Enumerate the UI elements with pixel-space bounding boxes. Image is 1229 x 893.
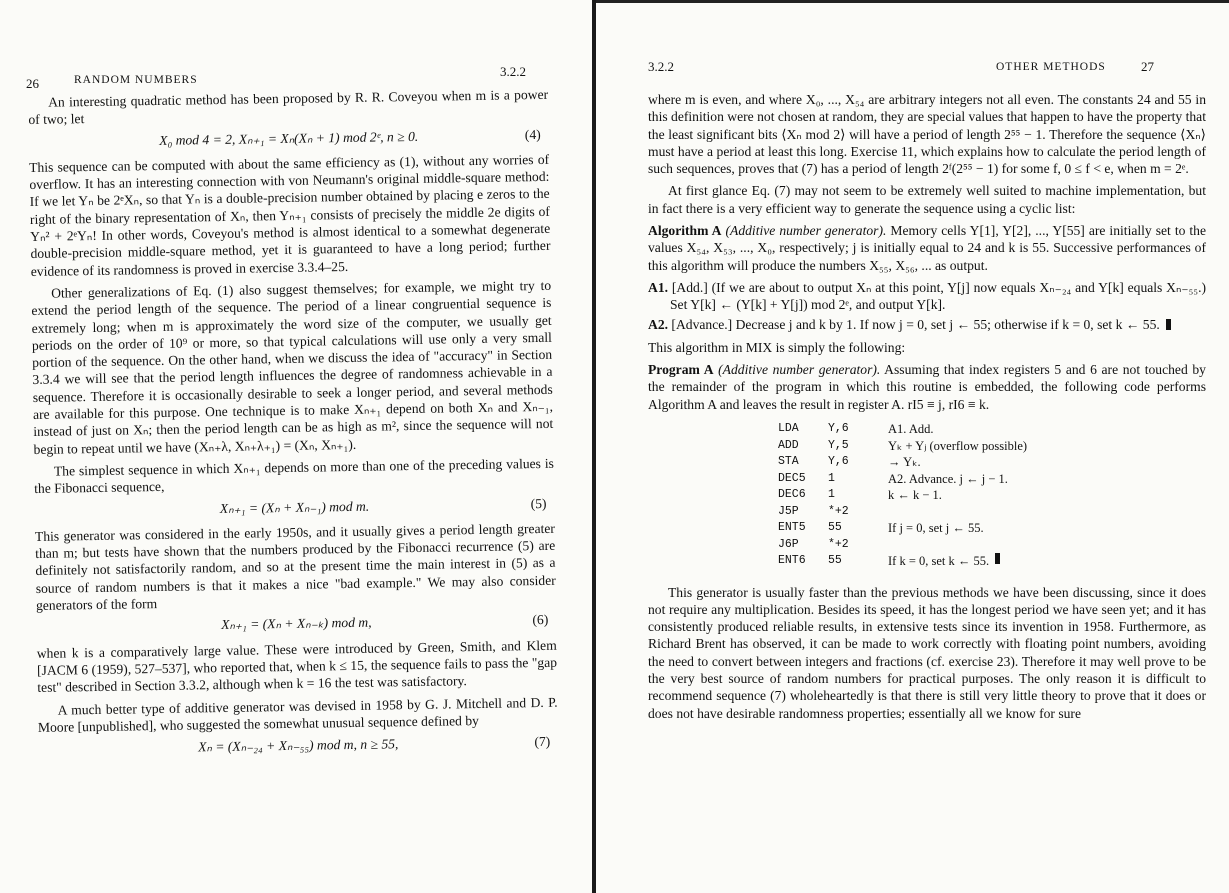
equation-body: Xₙ₊₁ = (Xₙ + Xₙ₋₁) mod m. [219,498,370,516]
step-text: [Advance.] Decrease j and k by 1. If now j = 0, set j ← 55; otherwise if k = 0, set k ← 55. [671,316,1160,332]
code-comment: A1. Add. [888,422,934,437]
equation-body: X₀ mod 4 = 2, Xₙ₊₁ = Xₙ(Xₙ + 1) mod 2ᵉ, n ≥ 0. [159,128,419,148]
code-line [648,520,1206,537]
end-of-algorithm-mark [1166,319,1171,330]
algorithm-title: (Additive number generator). [725,223,887,239]
code-address: 1 [828,471,835,485]
left-page [0,0,592,893]
paragraph: This generator is usually faster than the previous methods we have been discussing, since it does not require any multiplication. Besides its speed, it has the longest period we have seen yet; and it has consistently produced reliable results, in extensive tests since its invention in 1958. Furthermore, as Richard Brent has observed, it can be made to work correctly with floating point numbers, avoiding the need to convert between integers and fractions (cf. exercise 23). Therefore it may well prove to be the very best source of random numbers for practical purposes. The only reason it is difficult to recommend sequence (7) wholeheartedly is that there is still very little theory to prove that it does or does not have desirable randomness properties; essentially all we know for sure [648,584,1206,721]
code-address: Y,6 [828,455,849,469]
mix-code-listing [648,421,1206,570]
step-a2 [648,316,1206,333]
left-body-text [28,86,558,766]
algorithm-heading: Algorithm A [648,223,722,239]
code-line [648,537,1206,554]
equation-number: (5) [530,495,547,511]
right-running-title: OTHER METHODS [996,61,1106,73]
equation-7 [38,733,558,758]
paragraph: A much better type of additive generator was devised in 1958 by G. J. Mitchell and D. P. Moore [unpublished], who suggested the somewhat unusual sequence defined by [37,694,558,735]
left-running-title: RANDOM NUMBERS [74,74,198,86]
code-address: *+2 [828,537,849,551]
step-a1 [648,279,1206,314]
code-address: *+2 [828,504,849,518]
program-heading: Program A [648,362,714,378]
right-section-number: 3.2.2 [648,59,674,74]
right-page [596,0,1229,893]
equation-body: Xₙ = (Xₙ₋₂₄ + Xₙ₋₅₅) mod m, n ≥ 55, [198,736,399,755]
code-comment: Yₖ + Yⱼ (overflow possible) [888,438,1028,453]
code-address: Y,5 [828,438,849,452]
code-op: DEC5 [778,471,806,485]
code-comment: k ← k − 1. [888,488,942,503]
code-line [648,471,1206,488]
code-address: Y,6 [828,422,849,436]
algorithm-description: Memory cells Y[1], Y[2], ..., Y[55] are initially set to the values X₅₄, X₅₃, ..., X₀, respectively; j is initially equal to 24 and k is 55. Successive performances of this algorithm will produce the numbers X₅₅, X₅₆, ... as output. [648,223,1207,273]
code-op: ADD [778,438,799,452]
code-op: J6P [778,537,799,551]
program-a [648,361,1206,413]
left-page-number: 26 [26,76,39,91]
code-comment: If k = 0, set k ← 55. [888,554,990,569]
paragraph: where m is even, and where X₀, ..., X₅₄ are arbitrary integers not all even. The constants 24 and 55 in this definition were not chosen at random, they are special values that happen to have the property that the least significant bits ⟨Xₙ mod 2⟩ will have a period of length 2⁵⁵ − 1. Therefore the sequence ⟨Xₙ⟩ must have a period at least this long. Exercise 11, which explains how to calculate the period length of such sequences, proves that (7) has a period of length 2ᶠ(2⁵⁵ − 1) for some f, 0 ≤ f < e, when m = 2ᵉ. [648,92,1206,177]
equation-4 [29,125,549,150]
code-line [648,421,1206,438]
code-op: ENT6 [778,554,806,568]
code-op: DEC6 [778,488,806,502]
program-title: (Additive number generator). [718,362,881,378]
paragraph: This sequence can be computed with about the same efficiency as (1), without any worries of overflow. It has an interesting connection with von Neumann's original middle-square method: If we let Yₙ be 2ᵉXₙ, so that Yₙ is a double-precision number obtained by placing e zeros to the right of the binary representation of Xₙ, then Yₙ₊₁ consists of precisely the middle 2e digits of Yₙ² + 2ᵉYₙ! In other words, Coveyou's method is almost identical to a somewhat degenerate double-precision middle-square method, yet it is guaranteed to have a long period; further evidence of its randomness is proved in exercise 3.3.4–25. [29,151,551,279]
end-of-program-mark [995,553,1000,564]
paragraph: Other generalizations of Eq. (1) also suggest themselves; for example, we might try to extend the period length of the sequence. The period of a linear congruential sequence is extremely long; when m is approximately the word size of the computer, we usually get periods on the order of 10⁹ or more, so that typical calculations will use only a very small portion of the sequence. On the other hand, when we discuss the idea of "accuracy" in Section 3.3.4 we will see that the period length influences the degree of randomness achievable in a sequence. Therefore it is occasionally desirable to seek a longer period, and several methods are available for this purpose. One technique is to make Xₙ₊₁ depend on both Xₙ and Xₙ₋₁, instead of just on Xₙ; then the period length can be as high as m², since the sequence will not begin to repeat until we have (Xₙ₊λ, Xₙ₊λ₊₁) = (Xₙ, Xₙ₊₁). [31,277,554,457]
code-comment: → Yₖ. [888,455,921,470]
right-page-number: 27 [1141,59,1154,74]
algorithm-a [648,222,1206,274]
equation-body: Xₙ₊₁ = (Xₙ + Xₙ₋ₖ) mod m, [221,614,372,633]
code-line [648,504,1206,521]
paragraph: An interesting quadratic method has been proposed by R. R. Coveyou when m is a power of two; let [28,86,549,128]
paragraph: This generator was considered in the early 1950s, and it usually gives a period length greater than m; but tests have shown that the numbers produced by the Fibonacci recurrence (5) are definitely not satisfactorily random, and so at the present time the main interest in (5) as a source of random numbers is that it makes a nice "bad example." We may also consider generators of the form [34,520,556,613]
code-op: J5P [778,504,799,518]
equation-number: (7) [534,733,551,750]
code-address: 1 [828,488,835,502]
paragraph: when k is a comparatively large value. These were introduced by Green, Smith, and Klem [JACM 6 (1959), 527–537], who reported that, when k ≤ 15, the sequence fails to pass the "gap test" described in Section 3.3.2, although when k = 16 the test was satisfactory. [36,637,558,696]
code-line [648,438,1206,455]
code-op: LDA [778,422,799,436]
step-label: A1. [648,279,669,295]
equation-6 [36,611,556,636]
step-label: A2. [648,316,669,332]
paragraph: The simplest sequence in which Xₙ₊₁ depends on more than one of the preceding values is the Fibonacci sequence, [34,455,554,497]
equation-number: (4) [524,126,541,142]
code-op: ENT5 [778,521,806,535]
code-comment: If j = 0, set j ← 55. [888,521,984,536]
right-body-text [648,91,1206,727]
code-line [648,553,1206,570]
code-address: 55 [828,554,842,568]
equation-number: (6) [532,612,549,628]
program-description: Assuming that index registers 5 and 6 are not touched by the remainder of the program in which this routine is embedded, the following code performs Algorithm A and leaves the result in register A. rI5 ≡ j, rI6 ≡ k. [648,362,1206,412]
code-comment: A2. Advance. j ← j − 1. [888,471,1008,486]
code-line [648,454,1206,471]
code-op: STA [778,455,799,469]
code-address: 55 [828,521,842,535]
step-text: [Add.] (If we are about to output Xₙ at this point, Y[j] now equals Xₙ₋₂₄ and Y[k] equals Xₙ₋₅₅.) Set Y[k] ← (Y[k] + Y[j]) mod 2ᵉ, and output Y[k]. [670,279,1206,313]
equation-5 [34,494,554,519]
paragraph: This algorithm in MIX is simply the following: [648,339,906,355]
left-section-number: 3.2.2 [500,64,526,79]
paragraph: At first glance Eq. (7) may not seem to be extremely well suited to machine implementation, but in fact there is a very efficient way to generate the sequence using a cyclic list: [648,183,1206,216]
code-line [648,487,1206,504]
